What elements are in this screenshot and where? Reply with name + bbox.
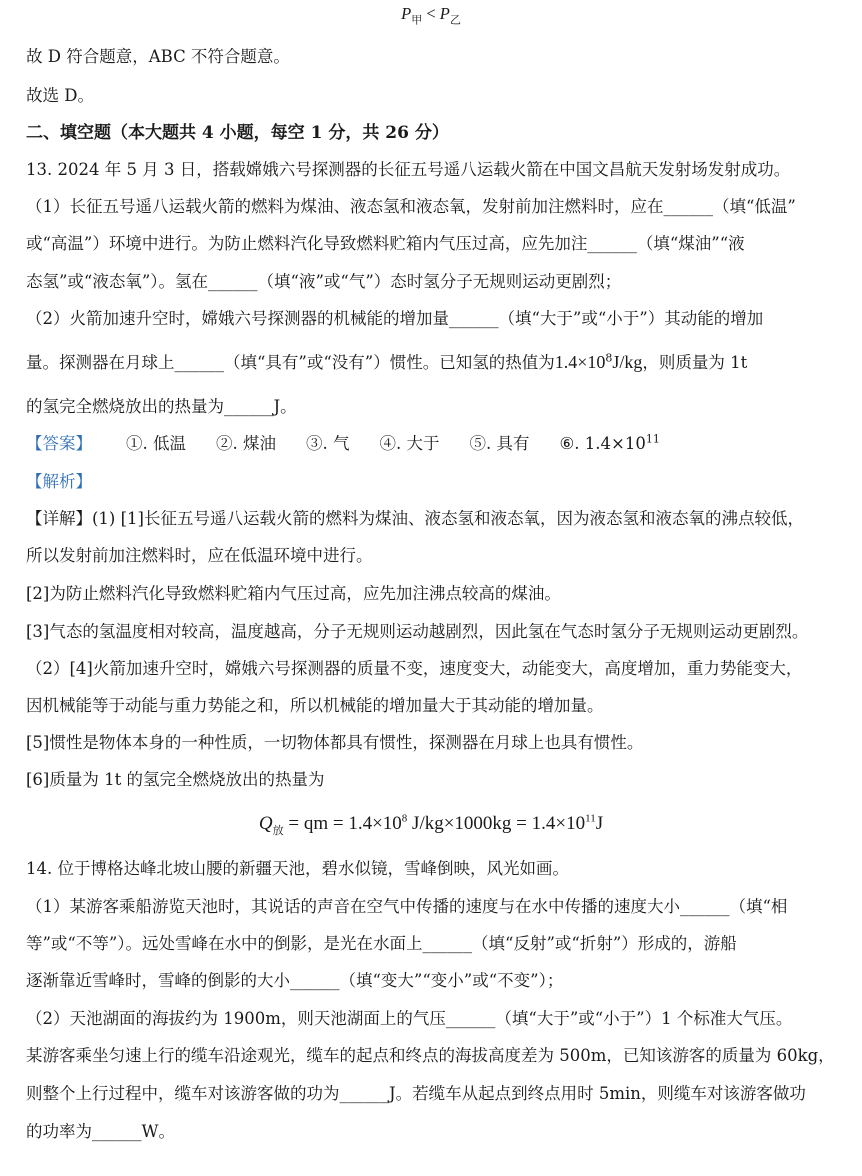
q13-part1-line1: （1）长征五号遥八运载火箭的燃料为煤油、液态氢和液态氧，发射前加注燃料时，应在______（填“低温” — [26, 197, 796, 216]
heat-formula-q-sub: 放 — [272, 824, 284, 837]
detail-line-8: [6]质量为 1t 的氢完全燃烧放出的热量为 — [26, 770, 325, 789]
q13-part2-line1: （2）火箭加速升空时，嫦娥六号探测器的机械能的增加量______（填“大于”或“小于”）其动能的增加 — [26, 309, 764, 328]
answer-1: ①. 低温 — [126, 434, 186, 453]
q14-part2-line1: （2）天池湖面的海拔约为 1900m，则天池湖面上的气压______（填“大于”或“小于”）1 个标准大气压。 — [26, 1009, 793, 1028]
formula-sub-yi: 乙 — [449, 14, 461, 27]
q13-part1-line2: 或“高温”）环境中进行。为防止燃料汽化导致燃料贮箱内气压过高，应先加注______（填“煤油”“液 — [26, 234, 745, 253]
q14-part1-line3: 逐渐靠近雪峰时，雪峰的倒影的大小______（填“变大”“变小”或“不变”）； — [26, 971, 564, 990]
answer-6-base: ⑥. 1.4×10 — [559, 434, 646, 453]
heat-formula-coef-2: 1.4×10 — [531, 813, 586, 834]
analysis-label: 【解析】 — [26, 472, 92, 491]
top-formula — [0, 2, 862, 26]
heat-formula-mid: J/kg×1000kg = — [407, 813, 532, 834]
heat-formula-exp-2: 11 — [585, 812, 596, 825]
detail-line-7: [5]惯性是物体本身的一种性质，一切物体都具有惯性，探测器在月球上也具有惯性。 — [26, 733, 644, 752]
heat-value-unit: J/kg — [612, 352, 643, 372]
q13-part2-line2-end: ，则质量为 1t — [642, 353, 748, 372]
detail-line-3: [2]为防止燃料汽化导致燃料贮箱内气压过高，应先加注沸点较高的煤油。 — [26, 584, 561, 603]
formula-p-yi: P — [439, 4, 450, 23]
q13-part2-line2-text: 量。探测器在月球上______（填“具有”或“没有”）惯性。已知氢的热值为 — [26, 353, 555, 372]
q14-part2-line3: 则整个上行过程中，缆车对该游客做的功为______J。若缆车从起点到终点用时 5min，则缆车对该游客做功 — [26, 1084, 806, 1103]
heat-formula-unit: J — [595, 813, 604, 834]
q13-part2-line3: 的氢完全燃烧放出的热量为______J。 — [26, 397, 297, 416]
answer-2: ②. 煤油 — [216, 434, 276, 453]
heat-value-exponent: 8 — [605, 351, 613, 365]
q14-part1-line1: （1）某游客乘船游览天池时，其说话的声音在空气中传播的速度与在水中传播的速度大小______（填“相 — [26, 897, 788, 916]
q13-stem: 13. 2024 年 5 月 3 日，搭载嫦娥六号探测器的长征五号遥八运载火箭在中国文昌航天发射场发射成功。 — [26, 160, 791, 179]
formula-p-jia: P — [401, 4, 412, 23]
q14-part2-line2: 某游客乘坐匀速上行的缆车沿途观光，缆车的起点和终点的海拔高度差为 500m，已知该游客的质量为 60kg， — [26, 1046, 835, 1065]
answer-label: 【答案】 — [26, 434, 92, 453]
formula-operator: < — [422, 4, 440, 23]
q14-part1-line2: 等”或“不等”）。远处雪峰在水中的倒影，是光在水面上______（填“反射”或“折射”）形成的，游船 — [26, 934, 737, 953]
answer-6 — [560, 434, 660, 453]
q13-part2-line2 — [26, 350, 828, 375]
detail-line-4: [3]气态的氢温度相对较高，温度越高，分子无规则运动越剧烈，因此氢在气态时氢分子无规则运动更剧烈。 — [26, 622, 809, 641]
answer-5: ⑤. 具有 — [469, 434, 530, 453]
q13-part1-line3: 态氢”或“液态氧”）。氢在______（填“液”或“气”）态时氢分子无规则运动更剧烈； — [26, 272, 622, 291]
detail-line-5: （2）[4]火箭加速升空时，嫦娥六号探测器的质量不变，速度变大，动能变大，高度增加，重力势能变大， — [26, 659, 803, 678]
answer-6-exponent: 11 — [645, 432, 660, 446]
heat-formula-coef-1: 1.4×10 — [348, 813, 402, 834]
heat-formula-eq: = qm = — [283, 813, 349, 834]
q14-part2-line4: 的功率为______W。 — [26, 1122, 175, 1141]
heat-formula-q: Q — [258, 813, 273, 834]
detail-line-6: 因机械能等于动能与重力势能之和，所以机械能的增加量大于其动能的增加量。 — [26, 696, 604, 715]
heat-formula — [0, 812, 862, 836]
detail-line-1: 【详解】(1) [1]长征五号遥八运载火箭的燃料为煤油、液态氢和液态氧，因为液态氢和液态氧的沸点较低， — [26, 509, 804, 528]
q14-stem: 14. 位于博格达峰北坡山腰的新疆天池，碧水似镜，雪峰倒映，风光如画。 — [26, 859, 569, 878]
answer-4: ④. 大于 — [379, 434, 440, 453]
answer-3: ③. 气 — [306, 434, 350, 453]
heat-formula-exp-1: 8 — [401, 812, 408, 825]
section-heading: 二、填空题（本大题共 4 小题，每空 1 分，共 26 分） — [26, 123, 449, 143]
heat-value-coefficient: 1.4×10 — [554, 352, 606, 372]
conclusion-line: 故 D 符合题意，ABC 不符合题意。 — [26, 47, 290, 66]
choice-line: 故选 D。 — [26, 86, 94, 105]
formula-sub-jia: 甲 — [411, 14, 423, 27]
answer-row — [26, 432, 828, 456]
detail-line-2: 所以发射前加注燃料时，应在低温环境中进行。 — [26, 546, 373, 565]
